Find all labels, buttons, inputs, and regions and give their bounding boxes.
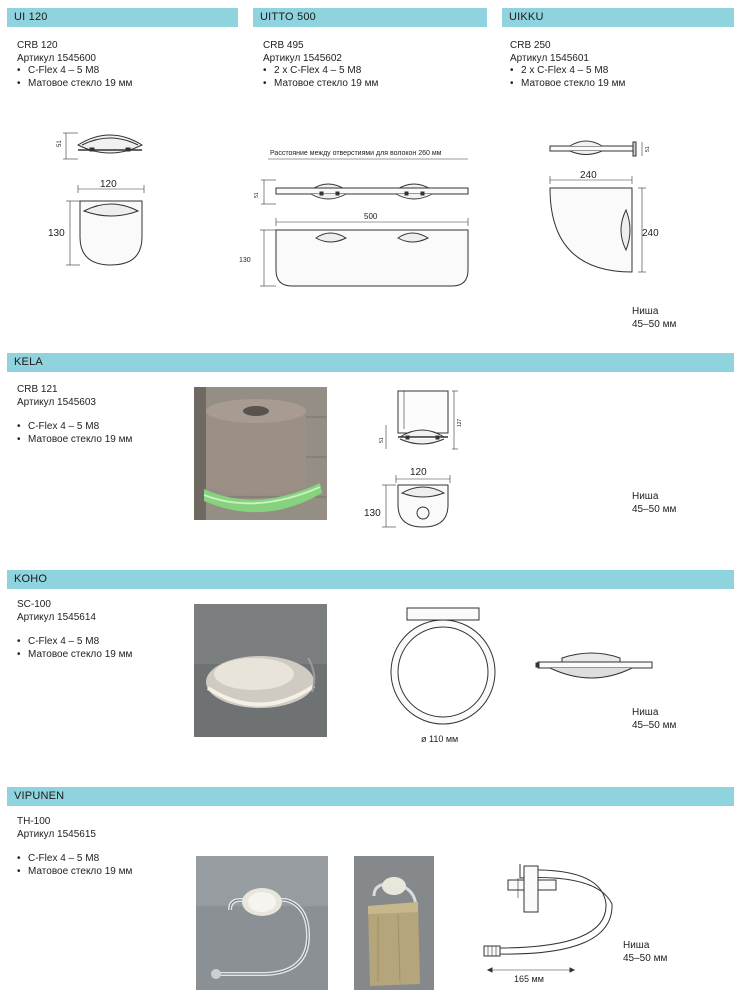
model-code: CRB 495 — [263, 40, 304, 51]
niche-note-vipunen — [623, 940, 667, 965]
section-header-vipunen — [7, 787, 734, 806]
dim-width: 120 — [410, 467, 427, 478]
model-code: SC-100 — [17, 599, 51, 610]
niche-label: Ниша — [632, 306, 659, 317]
dim-height: 130 — [364, 508, 381, 519]
niche-value: 45–50 мм — [632, 318, 677, 330]
model-code: CRB 121 — [17, 384, 58, 395]
drawing-ui120 — [50, 125, 160, 275]
article-number: Артикул 1545614 — [17, 611, 96, 623]
spec-item: • Матовое стекло 19 мм — [263, 78, 378, 91]
niche-note-uikku — [632, 306, 676, 331]
dim-width: 500 — [364, 212, 378, 221]
spec-item: • C-Flex 4 – 5 M8 — [17, 636, 132, 649]
article-number: Артикул 1545601 — [510, 52, 589, 64]
product-info-vipunen — [17, 816, 132, 878]
photo-vipunen-hook — [196, 856, 328, 990]
section-title: VIPUNEN — [14, 790, 65, 802]
spec-item: • 2 x C-Flex 4 – 5 M8 — [263, 65, 378, 78]
drawing-kela — [360, 385, 470, 525]
spec-item: • Матовое стекло 19 мм — [510, 78, 625, 91]
article-number: Артикул 1545615 — [17, 828, 96, 840]
diameter-label: ø 110 мм — [421, 734, 459, 744]
model-code: CRB 120 — [17, 40, 58, 51]
product-info-koho — [17, 599, 132, 661]
niche-label: Ниша — [632, 707, 659, 718]
spec-item: • Матовое стекло 19 мм — [17, 649, 132, 662]
article-number: Артикул 1545600 — [17, 52, 96, 64]
spec-item: • Матовое стекло 19 мм — [17, 866, 132, 879]
spec-item: • 2 x C-Flex 4 – 5 M8 — [510, 65, 625, 78]
niche-value: 45–50 мм — [632, 719, 677, 731]
photo-koho — [194, 604, 327, 737]
drawing-vipunen — [478, 848, 618, 988]
drawing-uikku — [538, 132, 668, 282]
dim-width: 240 — [580, 170, 597, 181]
niche-label: Ниша — [623, 940, 650, 951]
article-number: Артикул 1545602 — [263, 52, 342, 64]
spec-item: • C-Flex 4 – 5 M8 — [17, 853, 132, 866]
product-info-uitto500 — [263, 40, 378, 90]
product-info-uikku — [510, 40, 625, 90]
section-header-uikku — [502, 8, 734, 27]
dim-depth: 51 — [379, 437, 385, 443]
dim-width: 120 — [100, 179, 117, 190]
section-title: UIKKU — [509, 11, 544, 23]
section-title: KOHO — [14, 573, 48, 585]
section-header-uitto500 — [253, 8, 487, 27]
spec-item: • C-Flex 4 – 5 M8 — [17, 65, 132, 78]
niche-label: Ниша — [632, 491, 659, 502]
dim-height: 130 — [239, 257, 251, 264]
dim-height: 130 — [48, 228, 65, 239]
dim-depth: 51 — [645, 146, 651, 152]
photo-kela — [194, 387, 327, 520]
section-title: KELA — [14, 356, 43, 368]
product-info-ui120 — [17, 40, 132, 90]
section-header-kela — [7, 353, 734, 372]
model-code: TH-100 — [17, 816, 51, 827]
dim-depth: 51 — [254, 192, 260, 198]
model-code: CRB 250 — [510, 40, 551, 51]
dim-height: 240 — [642, 228, 659, 239]
spec-item: • C-Flex 4 – 5 M8 — [17, 421, 132, 434]
dim-tall: 127 — [457, 418, 463, 427]
niche-value: 45–50 мм — [623, 952, 668, 964]
drawing-uitto500 — [238, 142, 478, 292]
spec-item: • Матовое стекло 19 мм — [17, 434, 132, 447]
hole-distance-note: Расстояние между отверстиями для волокон 260 мм — [270, 150, 442, 157]
niche-note-koho — [632, 707, 676, 732]
drawing-koho-ring — [385, 604, 505, 744]
article-number: Артикул 1545603 — [17, 396, 96, 408]
width-label: 165 мм — [514, 974, 544, 984]
section-title: UITTO 500 — [260, 11, 317, 23]
section-header-koho — [7, 570, 734, 589]
dim-depth: 51 — [57, 140, 63, 147]
photo-vipunen-towel — [354, 856, 434, 990]
niche-value: 45–50 мм — [632, 503, 677, 515]
product-info-kela — [17, 384, 132, 446]
section-title: UI 120 — [14, 11, 48, 23]
drawing-koho-side — [532, 648, 662, 698]
section-header-ui120 — [7, 8, 238, 27]
niche-note-kela — [632, 491, 676, 516]
spec-item: • Матовое стекло 19 мм — [17, 78, 132, 91]
